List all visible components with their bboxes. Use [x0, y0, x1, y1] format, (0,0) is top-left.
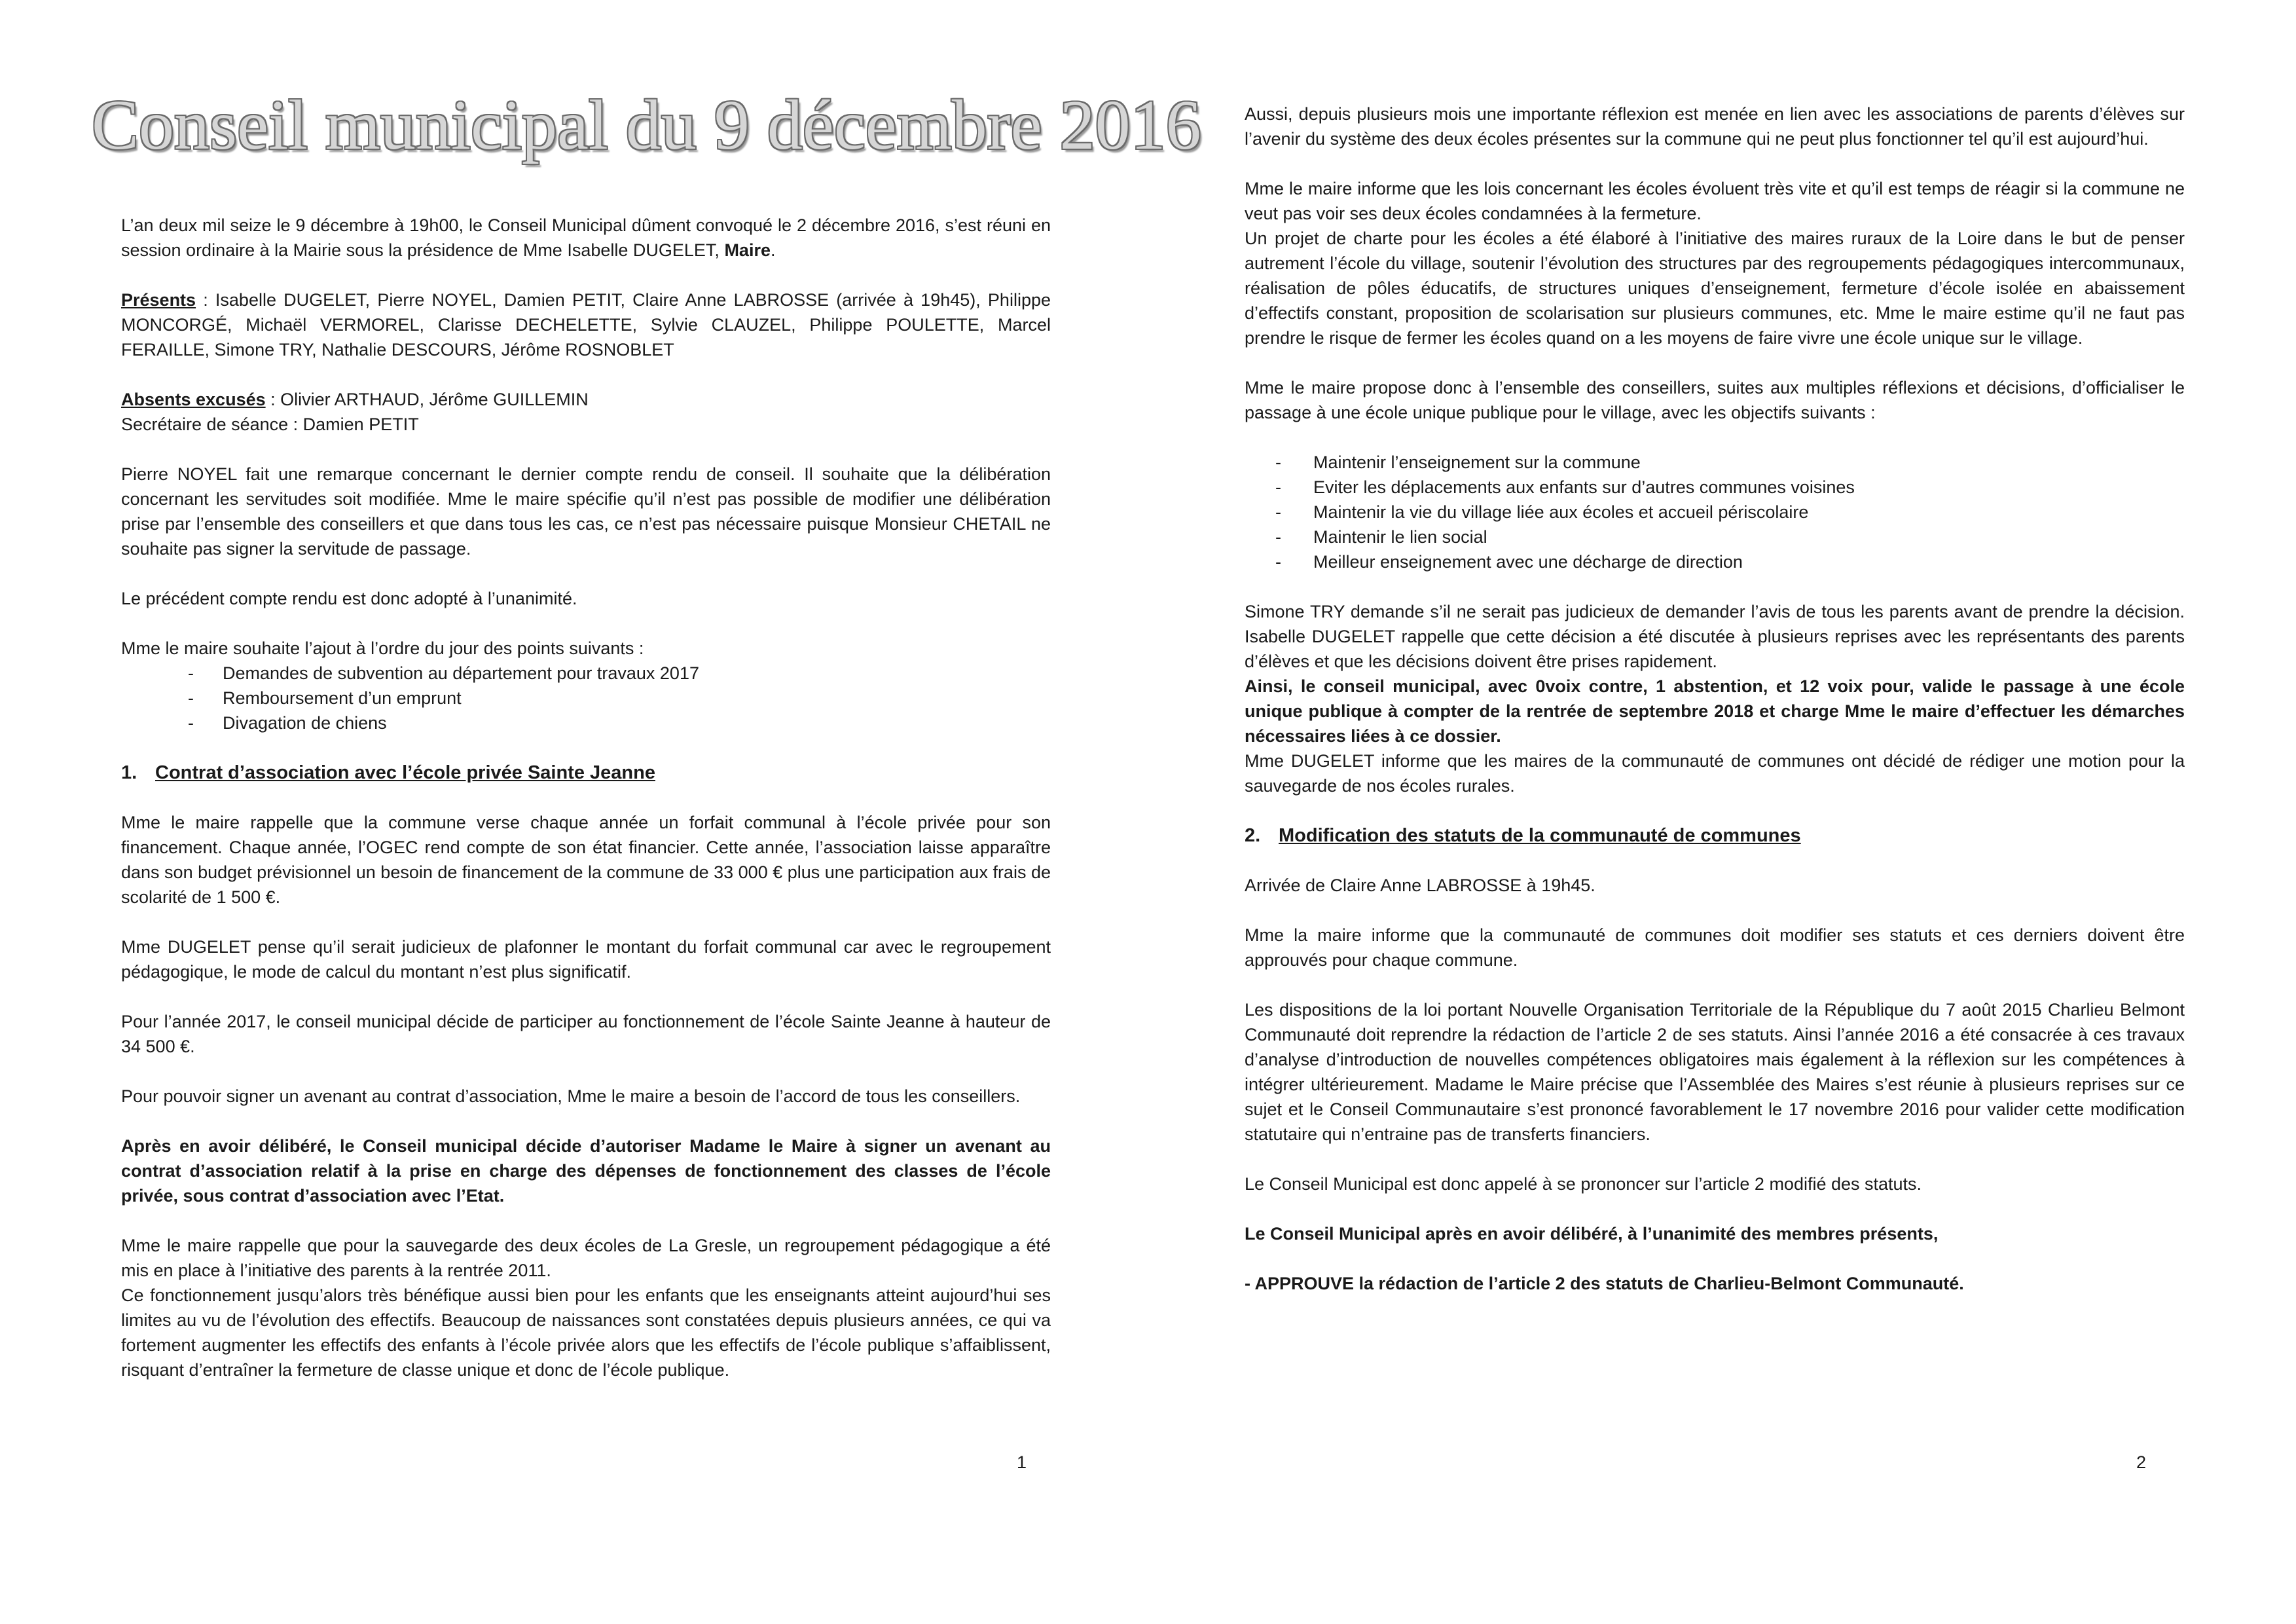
- ajout-list: [121, 661, 1051, 735]
- list-item: [1245, 450, 2185, 475]
- unanimite-paragraph: Le Conseil Municipal après en avoir délibéré, à l’unanimité des membres présents,: [1245, 1224, 1939, 1244]
- noyel-paragraph: Pierre NOYEL fait une remarque concernant le dernier compte rendu de conseil. Il souhaite que la délibération concernant les servitudes soit modifiée. Mme le maire spécifie qu’il n’est pas possible de modifier une délibération prise par l’ensemble des conseillers et que dans tous les cas, ce n’est pas nécessaire puisque Monsieur CHETAIL ne souhaite pas signer la servitude de passage.: [121, 464, 1051, 559]
- adopte-paragraph: Le précédent compte rendu est donc adopté à l’unanimité.: [121, 589, 577, 608]
- page-number: 2: [2136, 1452, 2147, 1472]
- section-number: 2.: [1245, 825, 1261, 846]
- list-item: [1245, 500, 2185, 525]
- list-item: [121, 686, 1051, 710]
- forfait-paragraph: Mme le maire rappelle que la commune verse chaque année un forfait communal à l’école privée pour son financement. Chaque année, l’OGEC rend compte de son état financier. Cette année, l’association laisse apparaître dans son budget prévisionnel un besoin de financement de la commune de 33 000 € plus une participation aux frais de scolarité de 1 500 €.: [121, 813, 1051, 907]
- list-item-text: Maintenir l’enseignement sur la commune: [1313, 452, 1641, 472]
- arrivee-paragraph: Arrivée de Claire Anne LABROSSE à 19h45.: [1245, 876, 1595, 895]
- absents-paragraph: [121, 387, 1051, 412]
- reflexion-paragraph: Aussi, depuis plusieurs mois une importante réflexion est menée en lien avec les associations de parents d’élèves sur l’avenir du système des deux écoles présentes sur la commune qui ne peut plus fonctionner tel qu’il est aujourd’hui.: [1245, 104, 2185, 149]
- plafonner-paragraph: Mme DUGELET pense qu’il serait judicieux de plafonner le montant du forfait communal car avec le regroupement pédagogique, le mode de calcul du montant n’est plus significatif.: [121, 937, 1051, 982]
- lois-paragraph: Mme le maire informe que les lois concernant les écoles évoluent très vite et qu’il est temps de réagir si la commune ne veut pas voir ses deux écoles condamnées à la fermeture.: [1245, 179, 2185, 223]
- presents-list: : Isabelle DUGELET, Pierre NOYEL, Damien PETIT, Claire Anne LABROSSE (arrivée à 19h45), Philippe MONCORGÉ, Michaël VERMOREL, Clarisse DECHELETTE, Sylvie CLAUZEL, Philippe POULETTE, Marcel FERAILLE, Simone TRY, Nathalie DESCOURS, Jérôme ROSNOBLET: [121, 290, 1051, 360]
- list-item-text: Remboursement d’un emprunt: [223, 688, 462, 708]
- list-item-text: Maintenir la vie du village liée aux écoles et accueil périscolaire: [1313, 502, 1809, 522]
- dash-marker: -: [188, 688, 194, 708]
- page-number: 1: [1017, 1452, 1027, 1472]
- try-paragraph: Simone TRY demande s’il ne serait pas judicieux de demander l’avis de tous les parents avant de prendre la décision. Isabelle DUGELET rappelle que cette décision a été discutée à plusieurs reprises avec les représentants des parents d’élèves et que les décisions doivent être prises rapidement.: [1245, 602, 2185, 671]
- section-2-heading: [1245, 823, 2185, 848]
- appele-paragraph: Le Conseil Municipal est donc appelé à se prononcer sur l’article 2 modifié des statuts.: [1245, 1174, 1922, 1194]
- annee-2017-paragraph: Pour l’année 2017, le conseil municipal décide de participer au fonctionnement de l’école Sainte Jeanne à hauteur de 34 500 €.: [121, 1012, 1051, 1056]
- page-2: [1148, 0, 2296, 1624]
- list-item: [1245, 475, 2185, 500]
- page-1-body: [121, 213, 1051, 1407]
- intro-text: L’an deux mil seize le 9 décembre à 19h00, le Conseil Municipal dûment convoqué le 2 décembre 2016, s’est réuni en session ordinaire à la Mairie sous la présidence de Mme Isabelle DUGELET,: [121, 215, 1051, 260]
- list-item: [1245, 549, 2185, 574]
- dash-marker: -: [188, 663, 194, 683]
- dash-marker: -: [1275, 552, 1281, 572]
- dash-marker: -: [188, 713, 194, 733]
- deliberation-paragraph: Après en avoir délibéré, le Conseil municipal décide d’autoriser Madame le Maire à signer un avenant au contrat d’association relatif à la prise en charge des dépenses de fonctionnement des classes de l’école privée, sous contrat d’association avec l’Etat.: [121, 1136, 1051, 1206]
- intro-paragraph: [121, 213, 1051, 263]
- dash-marker: -: [1275, 502, 1281, 522]
- objectifs-list: [1245, 450, 2185, 574]
- presents-paragraph: [121, 287, 1051, 362]
- fonctionnement-paragraph: Ce fonctionnement jusqu’alors très bénéfique aussi bien pour les enfants que les enseignants atteint aujourd’hui ses limites au vu de l’évolution des effectifs. Beaucoup de naissances sont constatées depuis plusieurs années, ce qui va fortement augmenter les effectifs des enfants à l’école privée alors que les effectifs de l’école publique s’affaiblissent, risquant d’entraîner la fermeture de classe unique et donc de l’école publique.: [121, 1285, 1051, 1380]
- list-item: [1245, 525, 2185, 549]
- list-item-text: Divagation de chiens: [223, 713, 387, 733]
- section-title: Contrat d’association avec l’école privée Sainte Jeanne: [155, 762, 655, 783]
- section-number: 1.: [121, 762, 137, 783]
- charte-paragraph: Un projet de charte pour les écoles a été élaboré à l’initiative des maires ruraux de la Loire dans le but de penser autrement l’école du village, soutenir l’évolution des structures par des regroupements pédagogiques intercommunaux, réalisation de pôles éducatifs, de structures uniques d’enseignement, fermeture d’école isolée en abaissement d’effectifs constant, proposition de scolarisation sur plusieurs communes, etc. Mme le maire estime qu’il ne faut pas prendre le risque de fermer les écoles quand on a les moyens de faire vivre une école unique sur le village.: [1245, 229, 2185, 348]
- ajout-paragraph: Mme le maire souhaite l’ajout à l’ordre du jour des points suivants :: [121, 638, 644, 658]
- sauvegarde-paragraph: Mme le maire rappelle que pour la sauvegarde des deux écoles de La Gresle, un regroupement pédagogique a été mis en place à l’initiative des parents à la rentrée 2011.: [121, 1236, 1051, 1280]
- motion-paragraph: Mme DUGELET informe que les maires de la communauté de communes ont décidé de rédiger une motion pour la sauvegarde de nos écoles rurales.: [1245, 751, 2185, 796]
- list-item-text: Eviter les déplacements aux enfants sur d’autres communes voisines: [1313, 477, 1855, 497]
- vote-paragraph: Ainsi, le conseil municipal, avec 0voix contre, 1 abstention, et 12 voix pour, valide le passage à une école unique publique à compter de la rentrée de septembre 2018 et charge Mme le maire d’effectuer les démarches nécessaires liées à ce dossier.: [1245, 676, 2185, 746]
- list-item-text: Demandes de subvention au département pour travaux 2017: [223, 663, 699, 683]
- propose-paragraph: Mme le maire propose donc à l’ensemble des conseillers, suites aux multiples réflexions et décisions, d’officialiser le passage à une école unique publique pour le village, avec les objectifs suivants :: [1245, 378, 2185, 422]
- presents-label: Présents: [121, 290, 196, 310]
- document-title: Conseil municipal du 9 décembre 2016: [92, 86, 1201, 164]
- avenant-paragraph: Pour pouvoir signer un avenant au contrat d’association, Mme le maire a besoin de l’accord de tous les conseillers.: [121, 1086, 1021, 1106]
- statuts-paragraph: Mme la maire informe que la communauté de communes doit modifier ses statuts et ces derniers doivent être approuvés pour chaque commune.: [1245, 925, 2185, 970]
- page-2-body: [1245, 101, 2185, 1321]
- approuve-paragraph: - APPROUVE la rédaction de l’article 2 des statuts de Charlieu-Belmont Communauté.: [1245, 1274, 1964, 1293]
- dash-marker: -: [1275, 527, 1281, 547]
- list-item: [121, 661, 1051, 686]
- intro-end: .: [770, 240, 776, 260]
- dash-marker: -: [1275, 452, 1281, 472]
- list-item-text: Maintenir le lien social: [1313, 527, 1487, 547]
- absents-label: Absents excusés: [121, 390, 266, 409]
- secretaire-line: Secrétaire de séance : Damien PETIT: [121, 415, 419, 434]
- dash-marker: -: [1275, 477, 1281, 497]
- section-title: Modification des statuts de la communauté de communes: [1279, 825, 1801, 846]
- list-item: [121, 710, 1051, 735]
- intro-maire: Maire: [719, 240, 771, 260]
- section-1-heading: [121, 760, 1051, 785]
- list-item-text: Meilleur enseignement avec une décharge de direction: [1313, 552, 1743, 572]
- notre-paragraph: Les dispositions de la loi portant Nouvelle Organisation Territoriale de la République du 7 août 2015 Charlieu Belmont Communauté doit reprendre la rédaction de l’article 2 de ses statuts. Ainsi l’année 2016 a été consacrée à ces travaux d’analyse d’introduction de nouvelles compétences obligatoires mais également à la réflexion sur les compétences à intégrer ultérieurement. Madame le Maire précise que l’Assemblée des Maires s’est réunie à plusieurs reprises sur ce sujet et le Conseil Communautaire s’est prononcé favorablement le 17 novembre 2016 pour valider cette modification statutaire qui n’entraine pas de transferts financiers.: [1245, 1000, 2185, 1144]
- absents-list: : Olivier ARTHAUD, Jérôme GUILLEMIN: [265, 390, 589, 409]
